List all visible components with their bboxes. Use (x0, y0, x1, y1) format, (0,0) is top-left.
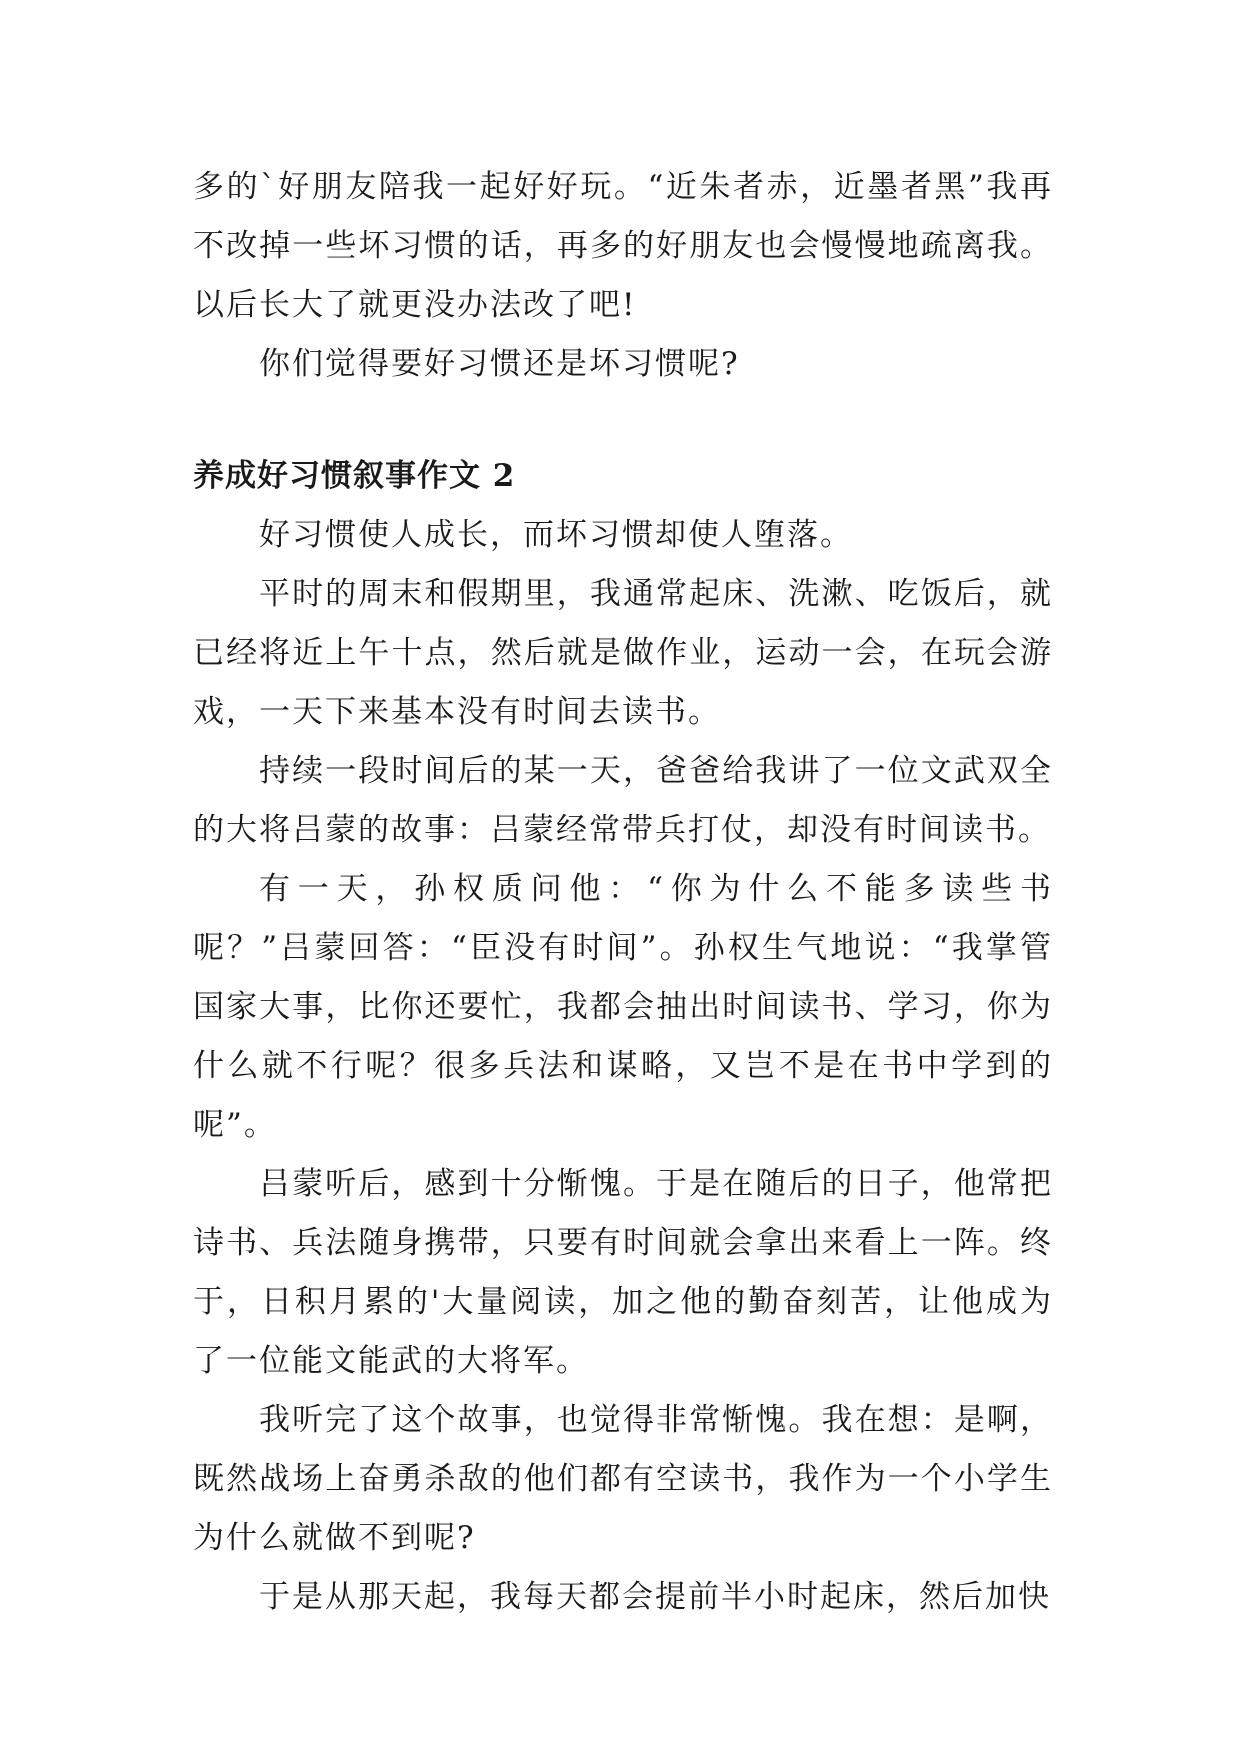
paragraph-continued: 多的`好朋友陪我一起好好玩。“近朱者赤，近墨者黑”我再不改掉一些坏习惯的话，再多的好朋友也会慢慢地疏离我。以后长大了就更没办法改了吧! (193, 169, 1053, 323)
paragraph-lumeng-reads: 吕蒙听后，感到十分惭愧。于是在随后的日子，他常把诗书、兵法随身携带，只要有时间就会拿出来看上一阵。终于，日积月累的'大量阅读，加之他的勤奋刻苦，让他成为了一位能文能武的大将军。 (193, 1166, 1053, 1379)
paragraph-resolution: 于是从那天起，我每天都会提前半小时起床，然后加快 (259, 1579, 1051, 1615)
section-gap (193, 394, 1053, 447)
paragraph-intro: 好习惯使人成长，而坏习惯却使人堕落。 (259, 517, 853, 553)
paragraph-weekend: 平时的周末和假期里，我通常起床、洗漱、吃饭后，就已经将近上午十点，然后就是做作业，运动一会，在玩会游戏，一天下来基本没有时间去读书。 (193, 576, 1053, 730)
paragraph-sunquan-dialogue: 有一天，孙权质问他：“你为什么不能多读些书呢？”吕蒙回答：“臣没有时间”。孙权生气地说：“我掌管国家大事，比你还要忙，我都会抽出时间读书、学习，你为什么就不行呢？很多兵法和谋略，又岂不是在书中学到的呢”。 (193, 871, 1053, 1143)
document-page (193, 158, 1053, 1627)
paragraph-question: 你们觉得要好习惯还是坏习惯呢? (259, 346, 740, 382)
paragraph-reflection: 我听完了这个故事，也觉得非常惭愧。我在想：是啊，既然战场上奋勇杀敌的他们都有空读书，我作为一个小学生为什么就做不到呢? (193, 1402, 1053, 1556)
section-title: 养成好习惯叙事作文 2 (193, 458, 516, 494)
paragraph-lumeng-story: 持续一段时间后的某一天，爸爸给我讲了一位文武双全的大将吕蒙的故事：吕蒙经常带兵打仗，却没有时间读书。 (193, 753, 1053, 848)
